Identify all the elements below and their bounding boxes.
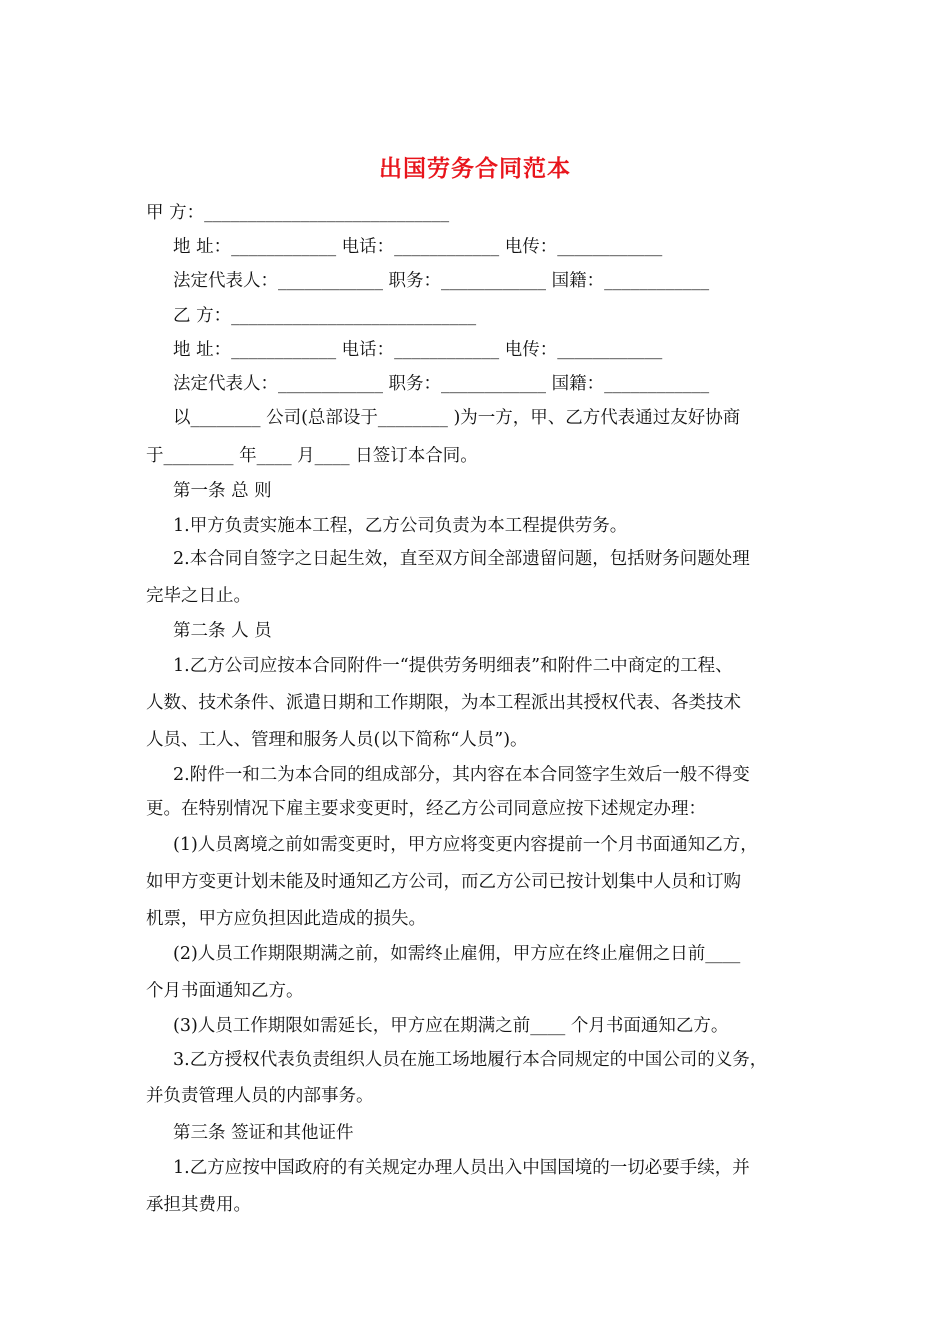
article-2-item-2-line-2: 个月书面通知乙方。 bbox=[146, 981, 304, 1001]
article-3-heading: 第三条 签证和其他证件 bbox=[173, 1123, 354, 1143]
article-2-item-1-line-1: (1)人员离境之前如需变更时，甲方应将变更内容提前一个月书面通知乙方， bbox=[173, 835, 758, 855]
article-2-clause-1-line-3: 人员、工人、管理和服务人员(以下简称“人员”)。 bbox=[146, 730, 528, 750]
article-2-heading: 第二条 人 员 bbox=[173, 621, 272, 641]
article-2-clause-3-line-2: 并负责管理人员的内部事务。 bbox=[146, 1086, 374, 1106]
article-2-item-3: (3)人员工作期限如需延长，甲方应在期满之前____ 个月书面通知乙方。 bbox=[173, 1016, 729, 1036]
party-b-line: 乙 方：____________________________ bbox=[173, 306, 477, 326]
article-3-clause-1-line-2: 承担其费用。 bbox=[146, 1195, 251, 1215]
party-b-representative-line: 法定代表人：____________ 职务：____________ 国籍：____________ bbox=[173, 374, 710, 394]
article-2-item-2-line-1: (2)人员工作期限期满之前，如需终止雇佣，甲方应在终止雇佣之日前____ bbox=[173, 944, 741, 964]
article-1-clause-1: 1.甲方负责实施本工程，乙方公司负责为本工程提供劳务。 bbox=[173, 516, 628, 536]
article-2-clause-2-line-2: 更。在特别情况下雇主要求变更时，经乙方公司同意应按下述规定办理： bbox=[146, 799, 706, 819]
article-3-clause-1-line-1: 1.乙方应按中国政府的有关规定办理人员出入中国国境的一切必要手续，并 bbox=[173, 1158, 750, 1178]
party-a-line: 甲 方：____________________________ bbox=[146, 203, 450, 223]
preamble-line-2: 于________ 年____ 月____ 日签订本合同。 bbox=[146, 446, 478, 466]
article-1-clause-2-line-1: 2.本合同自签字之日起生效，直至双方间全部遗留问题，包括财务问题处理 bbox=[173, 549, 750, 569]
party-a-representative-line: 法定代表人：____________ 职务：____________ 国籍：____________ bbox=[173, 271, 710, 291]
article-2-item-1-line-3: 机票，甲方应负担因此造成的损失。 bbox=[146, 909, 426, 929]
party-a-address-line: 地 址：____________ 电话：____________ 电传：____________ bbox=[173, 237, 663, 257]
preamble-line-1: 以________ 公司(总部设于________ )为一方，甲、乙方代表通过友好协商 bbox=[173, 408, 741, 428]
article-2-item-1-line-2: 如甲方变更计划未能及时通知乙方公司，而乙方公司已按计划集中人员和订购 bbox=[146, 872, 741, 892]
article-2-clause-1-line-1: 1.乙方公司应按本合同附件一“提供劳务明细表”和附件二中商定的工程、 bbox=[173, 656, 733, 676]
article-1-heading: 第一条 总 则 bbox=[173, 481, 272, 501]
article-1-clause-2-line-2: 完毕之日止。 bbox=[146, 586, 251, 606]
article-2-clause-3-line-1: 3.乙方授权代表负责组织人员在施工场地履行本合同规定的中国公司的义务， bbox=[173, 1050, 768, 1070]
document-title: 出国劳务合同范本 bbox=[379, 155, 571, 182]
article-2-clause-1-line-2: 人数、技术条件、派遣日期和工作期限，为本工程派出其授权代表、各类技术 bbox=[146, 693, 741, 713]
article-2-clause-2-line-1: 2.附件一和二为本合同的组成部分，其内容在本合同签字生效后一般不得变 bbox=[173, 765, 750, 785]
party-b-address-line: 地 址：____________ 电话：____________ 电传：____________ bbox=[173, 340, 663, 360]
